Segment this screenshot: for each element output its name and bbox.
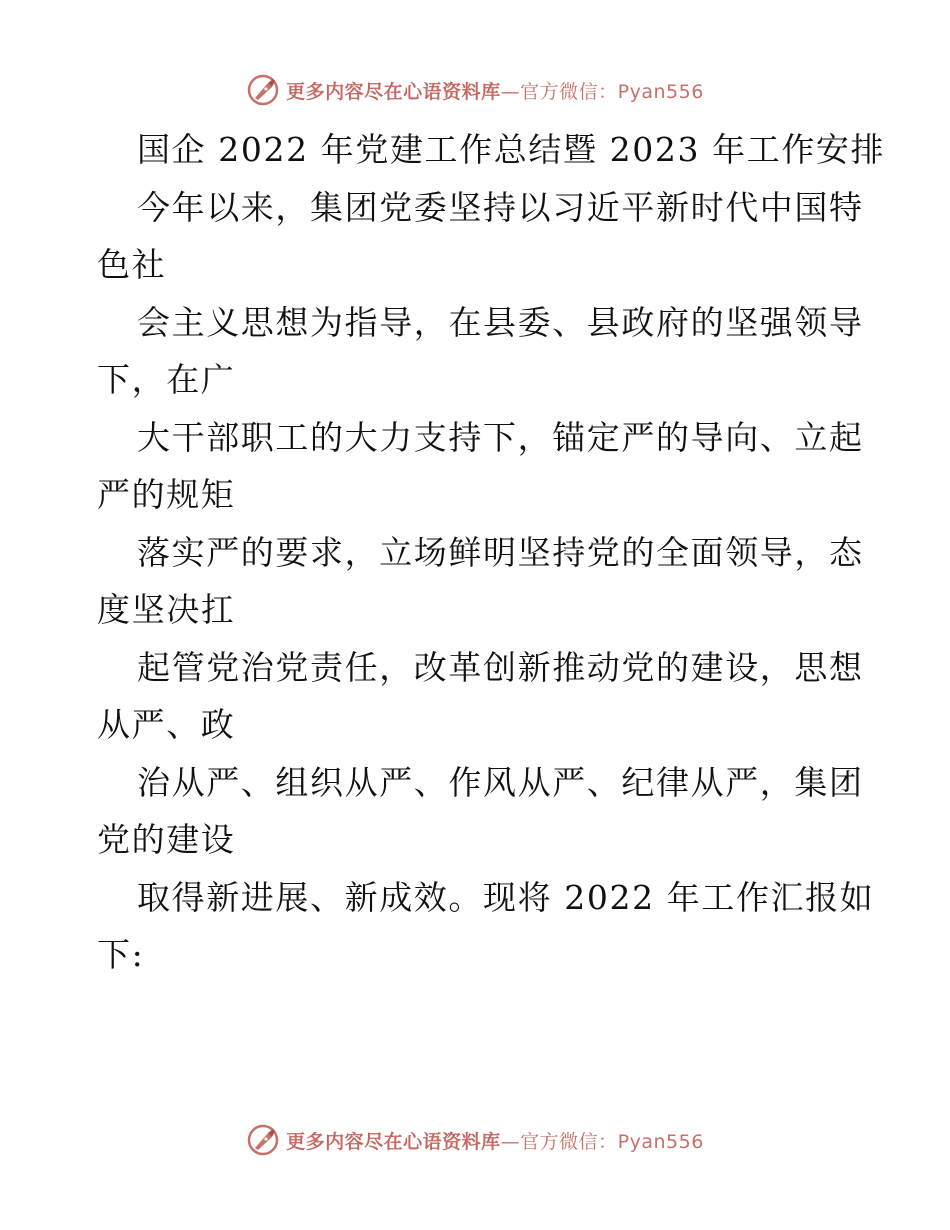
- pen-nib-logo-icon: [246, 73, 280, 107]
- document-line: 大干部职工的大力支持下，锚定严的导向、立起: [137, 417, 864, 457]
- document-line: 党的建设: [97, 820, 236, 859]
- document-line: 落实严的要求，立场鲜明坚持党的全面领导，态: [137, 532, 864, 572]
- document-line: 今年以来，集团党委坚持以习近平新时代中国特: [137, 187, 864, 227]
- document-line: 国企 2022 年党建工作总结暨 2023 年工作安排: [137, 130, 886, 169]
- document-line: 下:: [97, 935, 145, 974]
- banner-text: 更多内容尽在心语资料库—官方微信：Pyan556: [286, 80, 704, 103]
- document-line: 从严、政: [97, 705, 236, 744]
- document-line: 取得新进展、新成效。现将 2022 年工作汇报如: [137, 877, 875, 917]
- document-body: [97, 121, 886, 984]
- header-watermark-banner: [0, 70, 950, 110]
- document-line: 度坚决扛: [97, 590, 236, 629]
- document-line: 色社: [97, 245, 167, 284]
- footer-watermark-banner: [0, 1120, 950, 1160]
- document-line: 下，在广: [97, 360, 236, 399]
- document-line: 会主义思想为指导，在县委、县政府的坚强领导: [137, 302, 864, 342]
- banner-text: 更多内容尽在心语资料库—官方微信：Pyan556: [286, 1130, 704, 1153]
- document-line: 起管党治党责任，改革创新推动党的建设，思想: [137, 647, 864, 687]
- pen-nib-logo-icon: [246, 1123, 280, 1157]
- document-line: 严的规矩: [97, 475, 236, 514]
- document-line: 治从严、组织从严、作风从严、纪律从严，集团: [137, 762, 864, 802]
